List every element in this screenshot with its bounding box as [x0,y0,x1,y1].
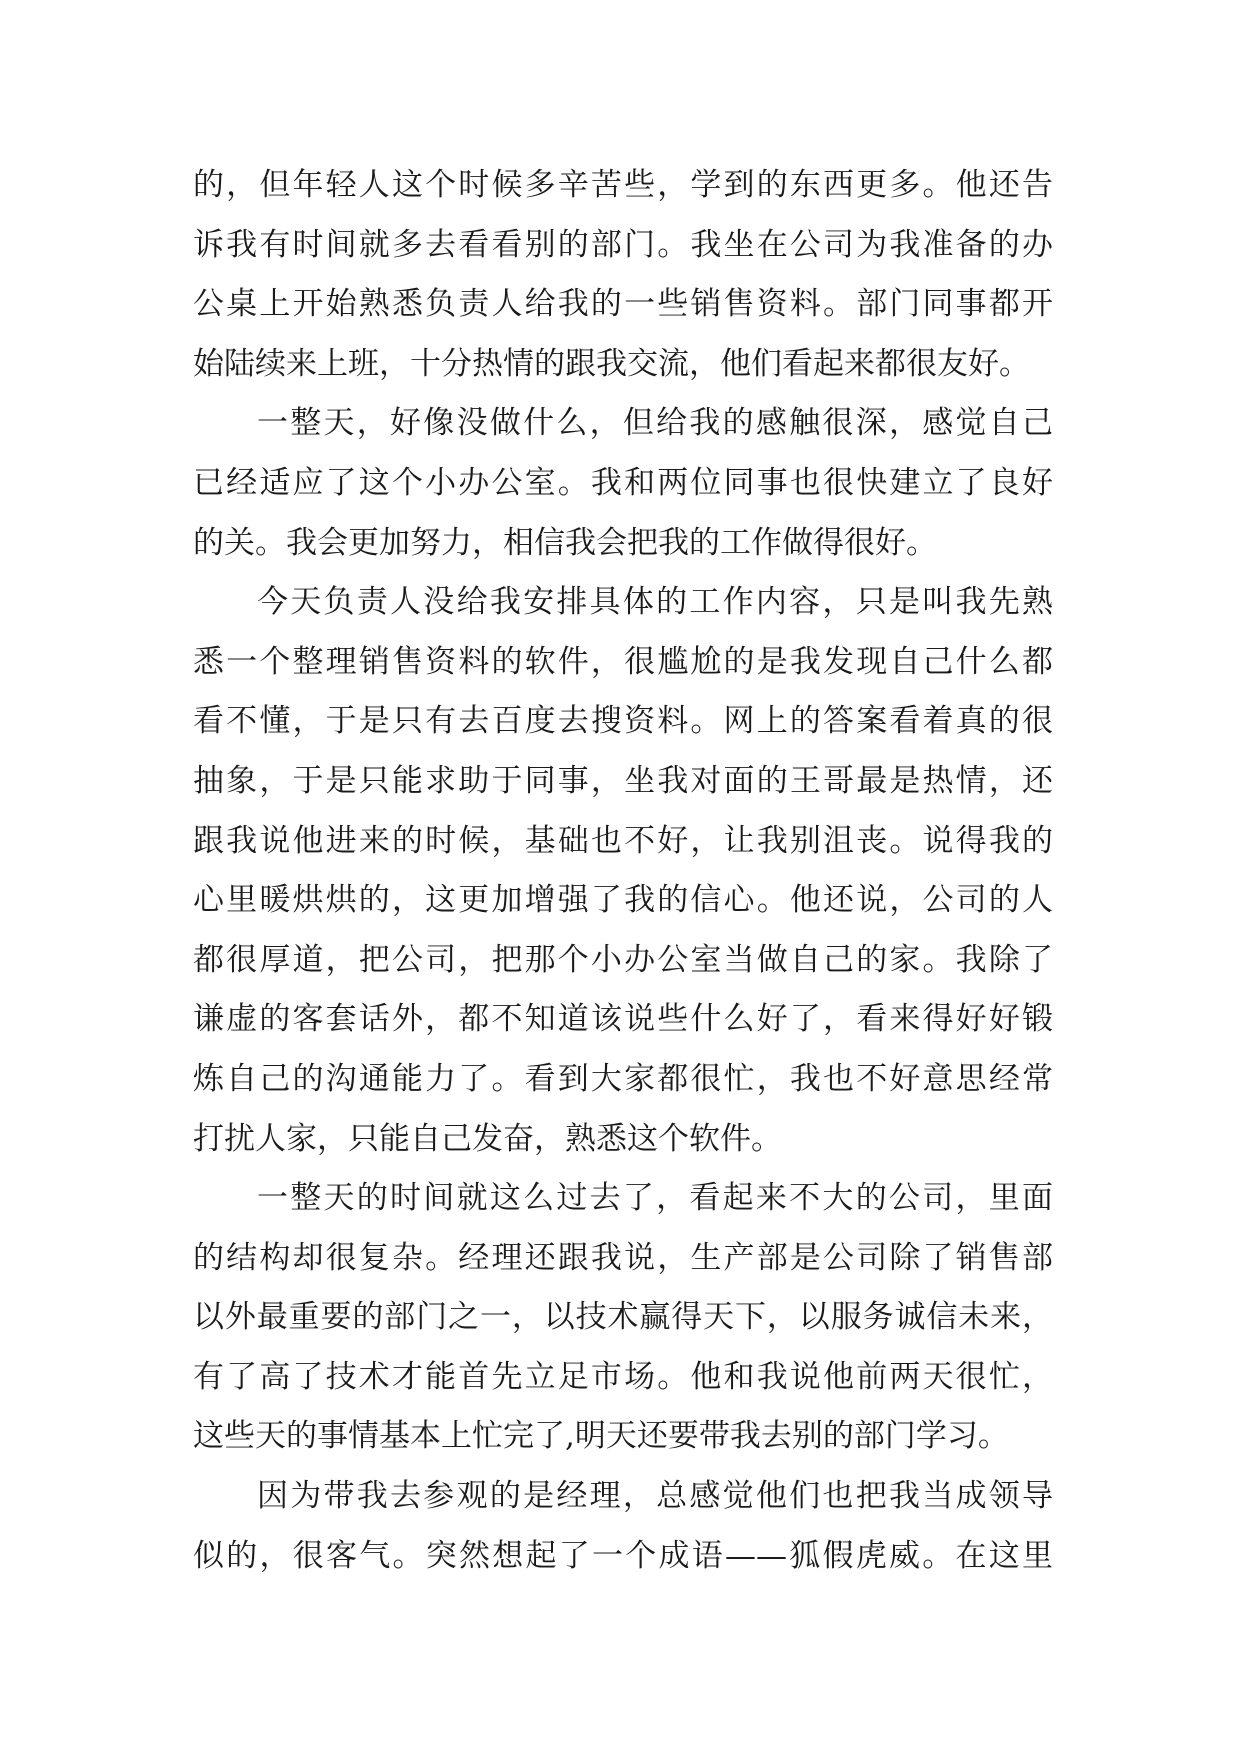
text-line: 这些天的事情基本上忙完了,明天还要带我去别的部门学习。 [193,1418,1009,1455]
text-line: 的关。我会更加努力，相信我会把我的工作做得很好。 [193,524,937,561]
text-line: 谦虚的客套话外，都不知道该说些什么好了，看来得好好锻 [193,1001,1053,1038]
text-line: 的，但年轻人这个时候多辛苦些，学到的东西更多。他还告 [193,167,1053,203]
paragraph-first-line: 今天负责人没给我安排具体的工作内容，只是叫我先熟 [257,584,1053,621]
body-text [193,156,1053,1586]
text-line: 似的，很客气。突然想起了一个成语——狐假虎威。在这里 [193,1537,1053,1574]
paragraph-first-line: 一整天的时间就这么过去了，看起来不大的公司，里面 [257,1180,1053,1217]
text-line: 悉一个整理销售资料的软件，很尴尬的是我发现自己什么都 [193,643,1053,680]
paragraph-first-line: 一整天，好像没做什么，但给我的感触很深，感觉自己 [257,405,1053,442]
text-line: 看不懂，于是只有去百度去搜资料。网上的答案看着真的很 [193,703,1053,740]
text-line: 的结构却很复杂。经理还跟我说，生产部是公司除了销售部 [193,1239,1053,1276]
text-line: 已经适应了这个小办公室。我和两位同事也很快建立了良好 [193,464,1053,501]
text-line: 都很厚道，把公司，把那个小办公室当做自己的家。我除了 [193,941,1053,978]
text-line: 跟我说他进来的时候，基础也不好，让我别沮丧。说得我的 [193,822,1053,859]
text-line: 心里暖烘烘的，这更加增强了我的信心。他还说，公司的人 [193,882,1053,919]
text-line: 有了高了技术才能首先立足市场。他和我说他前两天很忙， [193,1358,1053,1395]
text-line: 始陆续来上班，十分热情的跟我交流，他们看起来都很友好。 [193,345,1030,382]
text-line: 诉我有时间就多去看看别的部门。我坐在公司为我准备的办 [193,226,1053,263]
text-line: 公桌上开始熟悉负责人给我的一些销售资料。部门同事都开 [193,286,1053,323]
text-line: 以外最重要的部门之一，以技术赢得天下，以服务诚信未来， [193,1299,1053,1336]
paragraph-first-line: 因为带我去参观的是经理，总感觉他们也把我当成领导 [257,1478,1053,1515]
text-line: 打扰人家，只能自己发奋，熟悉这个软件。 [193,1120,782,1157]
text-line: 抽象，于是只能求助于同事，坐我对面的王哥最是热情，还 [193,762,1053,799]
text-line: 炼自己的沟通能力了。看到大家都很忙，我也不好意思经常 [193,1060,1053,1097]
